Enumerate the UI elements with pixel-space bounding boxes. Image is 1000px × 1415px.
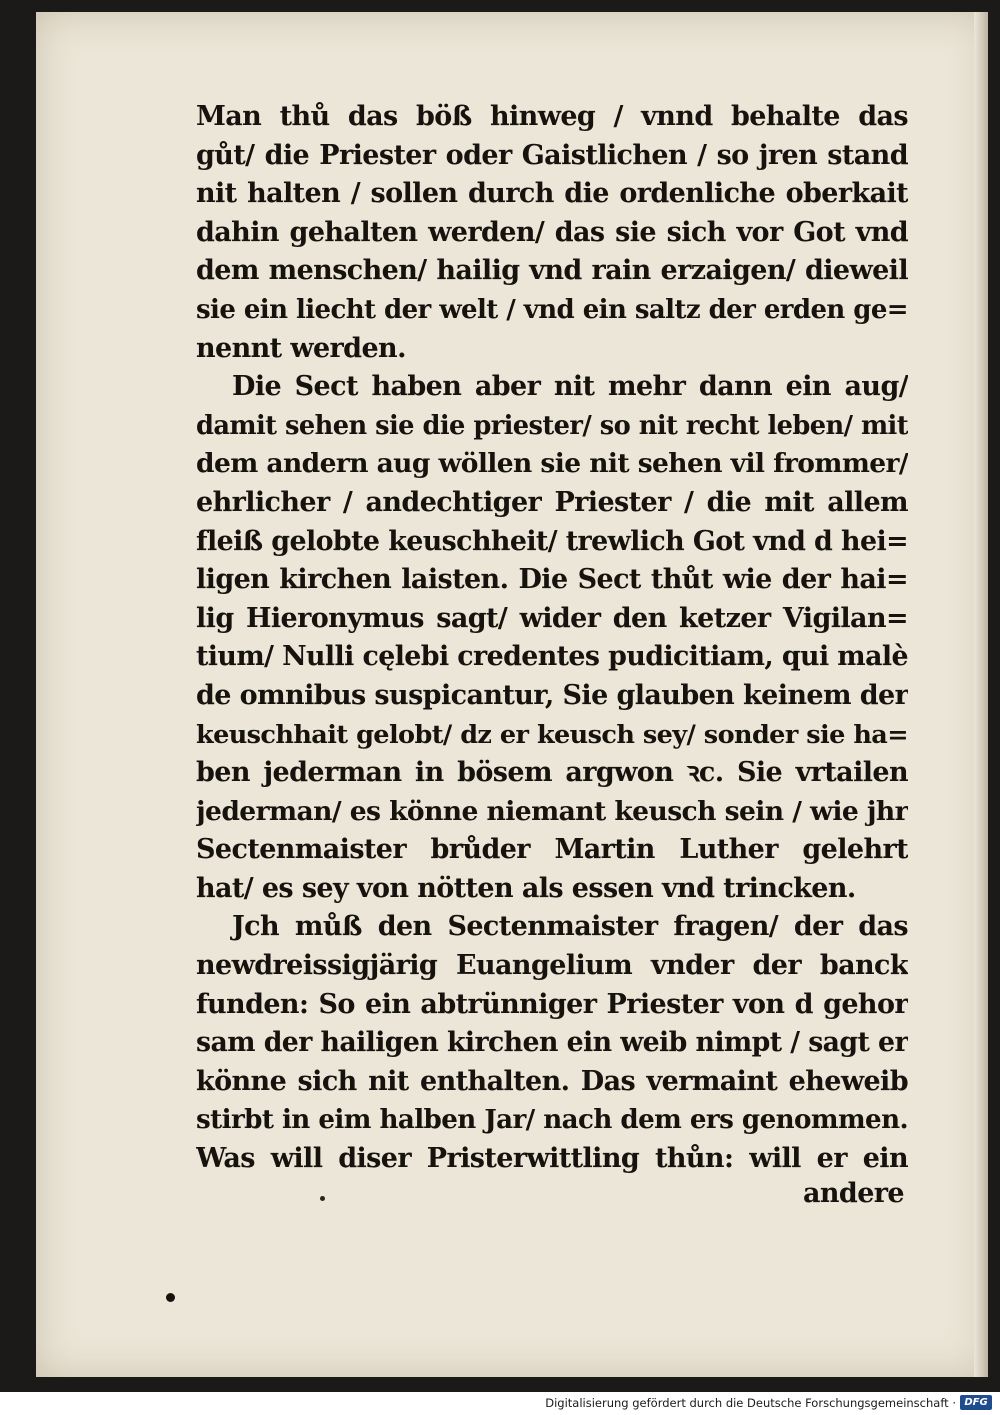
text-line: sam der hailigen kirchen ein weib nimpt / sagt er: [196, 1027, 908, 1059]
text-line: Was will diser Pristerwittling thůn: will er ein: [196, 1143, 908, 1175]
page-edge: [974, 12, 988, 1377]
text-line: dahin gehalten werden/ das sie sich vor Got vnd: [196, 216, 908, 248]
text-line: nit halten / sollen durch die ordenliche oberkait: [196, 178, 908, 210]
text-line: Sectenmaister brůder Martin Luther gelehrt: [196, 834, 908, 866]
text-line: keuschhait gelobt/ dz er keusch sey/ sonder sie ha=: [196, 719, 908, 750]
text-line: Die Sect haben aber nit mehr dann ein aug/: [232, 371, 908, 403]
text-line: damit sehen sie die priester/ so nit recht leben/ mit: [196, 410, 908, 441]
text-line: stirbt in eim halben Jar/ nach dem ers genommen.: [196, 1104, 908, 1136]
text-line: ligen kirchen laisten. Die Sect thůt wie der hai=: [196, 564, 908, 596]
text-line: jederman/ es könne niemant keusch sein / wie jhr: [196, 795, 908, 827]
text-line: lig Hieronymus sagt/ wider den ketzer Vigilan=: [196, 602, 908, 634]
catchword-row: [196, 1178, 908, 1218]
body-text: [196, 98, 908, 1179]
text-line: fleiß gelobte keuschheit/ trewlich Got vnd d hei=: [196, 525, 908, 557]
text-line: dem andern aug wöllen sie nit sehen vil frommer/: [196, 448, 908, 480]
text-line: ben jederman in bösem argwon ꝛc. Sie vrtailen: [196, 757, 908, 789]
text-line: hat/ es sey von nötten als essen vnd trincken.: [196, 872, 856, 904]
text-line: könne sich nit enthalten. Das vermaint eheweib: [196, 1065, 908, 1097]
catchword: andere: [803, 1178, 904, 1209]
text-line: gůt/ die Priester oder Gaistlichen / so jren stand: [196, 139, 908, 171]
text-line: dem menschen/ hailig vnd rain erzaigen/ dieweil: [196, 255, 908, 287]
dfg-logo: DFG: [960, 1395, 992, 1410]
footer-bar: [0, 1392, 1000, 1415]
text-line: ehrlicher / andechtiger Priester / die mit allem: [196, 486, 908, 518]
text-line: Jch můß den Sectenmaister fragen/ der das: [232, 911, 908, 943]
margin-ink-dot: [166, 1293, 175, 1302]
text-line: newdreissigjärig Euangelium vnder der banck: [196, 950, 908, 982]
ink-dot: [320, 1196, 325, 1201]
funding-credit: Digitalisierung gefördert durch die Deutsche Forschungsgemeinschaft ·: [545, 1396, 956, 1410]
text-line: Man thů das böß hinweg / vnnd behalte das: [196, 101, 908, 132]
text-line: tium/ Nulli cęlebi credentes pudicitiam, qui malè: [196, 641, 908, 673]
text-line: sie ein liecht der welt / vnd ein saltz der erden ge=: [196, 294, 908, 325]
text-line: de omnibus suspicantur, Sie glauben keinem der: [196, 679, 908, 711]
text-line: nennt werden.: [196, 332, 406, 364]
text-line: funden: So ein abtrünniger Priester von d gehor: [196, 988, 908, 1020]
